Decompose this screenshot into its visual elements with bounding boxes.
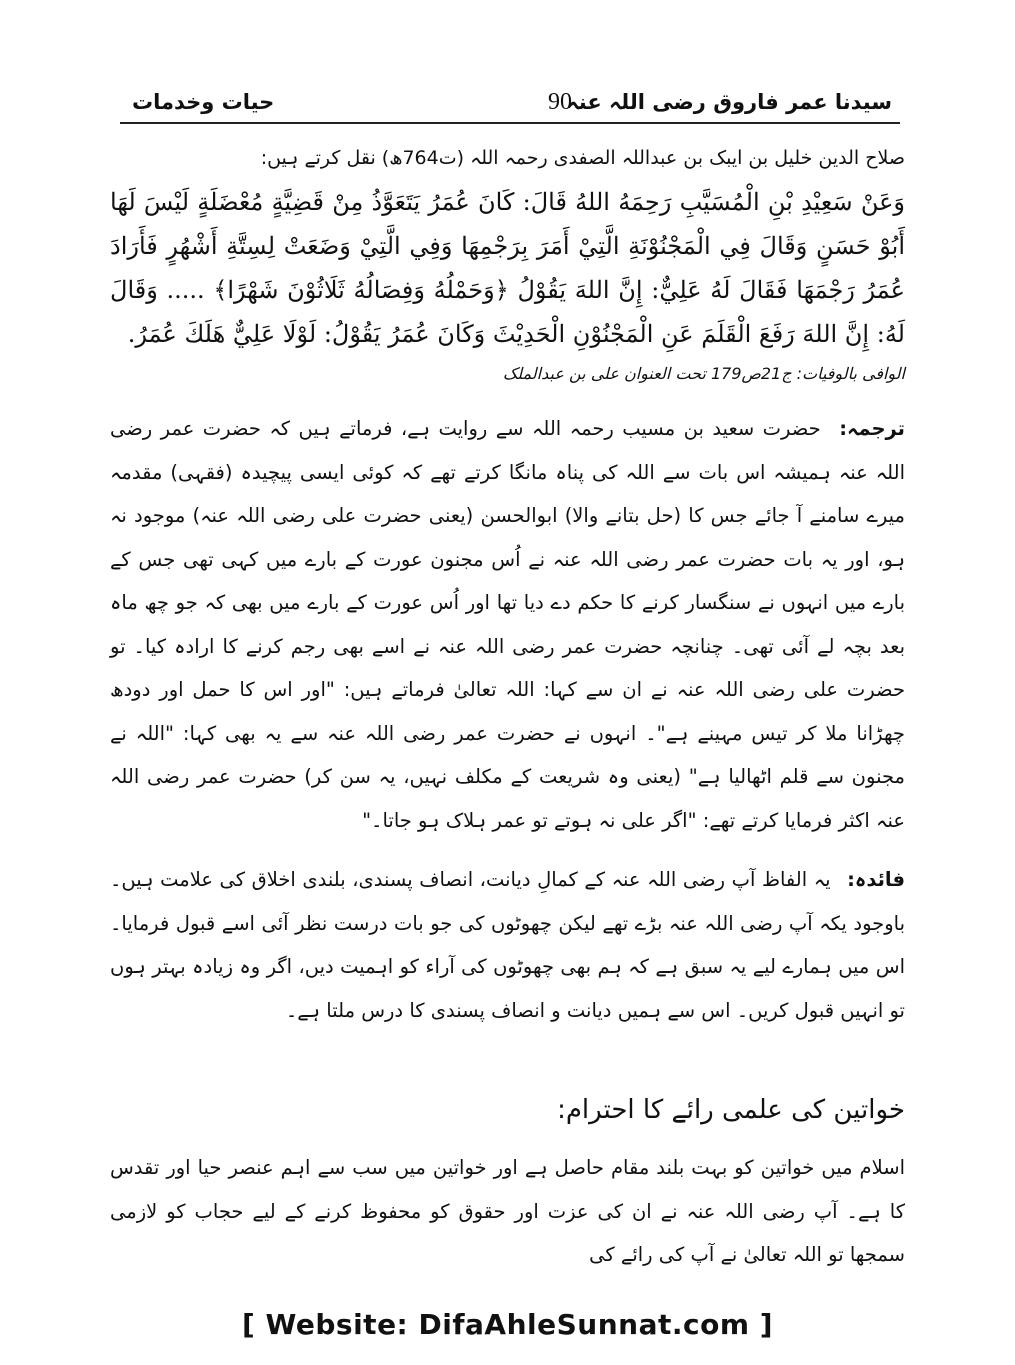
- section-heading: خواتین کی علمی رائے کا احترام:: [557, 1095, 905, 1125]
- section-paragraph: اسلام میں خواتین کو بہت بلند مقام حاصل ہے اور خواتین میں سب سے اہم عنصر حیا اور تقدس کا ہے۔ آپ رضی اللہ عنہ نے ان کی عزت اور حقوق کو محفوظ کرنے کے لیے حجاب کو لازمی سمجھا تو اللہ تعالیٰ نے آپ کی رائے کی: [110, 1156, 905, 1266]
- page-number: 90: [548, 89, 572, 115]
- intro-line: صلاح الدین خلیل بن ایبک بن عبداللہ الصفدی رحمہ اللہ (ت764ھ) نقل کرتے ہیں:: [260, 147, 905, 169]
- header-chapter-title: سیدنا عمر فاروق رضی اللہ عنہ: [566, 90, 892, 114]
- benefit-label: فائدہ:: [847, 868, 906, 891]
- source-reference: الوافی بالوفیات: ج21ص179 تحت العنوان علی بن عبدالملک: [502, 364, 905, 383]
- page-header: [120, 78, 900, 124]
- translation-label: ترجمہ:: [839, 417, 905, 440]
- website-footer: [ Website: DifaAhleSunnat.com ]: [241, 1308, 774, 1341]
- benefit-text: یہ الفاظ آپ رضی اللہ عنہ کے کمالِ دیانت، انصاف پسندی، بلندی اخلاق کی علامت ہیں۔ باوجود یکہ آپ رضی اللہ عنہ بڑے تھے لیکن چھوٹوں کی جو بات درست نظر آئی اسے قبول فرمایا۔ اس میں ہمارے لیے یہ سبق ہے کہ ہم بھی چھوٹوں کی آراء کو اہمیت دیں، اگر وہ زیادہ بہتر ہوں تو انہیں قبول کریں۔ اس سے ہمیں دیانت و انصاف پسندی کا درس ملتا ہے۔: [110, 868, 905, 1022]
- translation-paragraph: [110, 407, 905, 842]
- header-book-title: حیات وخدمات: [132, 90, 275, 114]
- benefit-paragraph: [110, 858, 905, 1032]
- translation-text: حضرت سعید بن مسیب رحمہ اللہ سے روایت ہے، فرماتے ہیں کہ حضرت عمر رضی اللہ عنہ ہمیشہ اس بات سے اللہ کی پناہ مانگا کرتے تھے کہ کوئی ایسی پیچیدہ (فقہی) مقدمہ میرے سامنے آ جائے جس کا (حل بتانے والا) ابوالحسن (یعنی حضرت علی رضی اللہ عنہ) موجود نہ ہو، اور یہ بات حضرت عمر رضی اللہ عنہ نے اُس مجنون عورت کے بارے میں کہی تھی جس کے بارے میں انہوں نے سنگسار کرنے کا حکم دے دیا تھا اور اُس عورت کے بارے میں بھی کہ جو چھ ماہ بعد بچہ لے آئی تھی۔ چنانچہ حضرت عمر رضی اللہ عنہ نے اسے بھی رجم کرنے کا ارادہ کیا۔ تو حضرت علی رضی اللہ عنہ نے ان سے کہا: اللہ تعالیٰ فرماتے ہیں: "اور اس کا حمل اور دودھ چھڑانا ملا کر تیس مہینے ہے"۔ انہوں نے حضرت عمر رضی اللہ عنہ سے یہ بھی کہا: "اللہ نے مجنون سے قلم اٹھالیا ہے" (یعنی وہ شریعت کے مکلف نہیں، یہ سن کر) حضرت عمر رضی اللہ عنہ اکثر فرمایا کرتے تھے: "اگر علی نہ ہوتے تو عمر ہلاک ہو جاتا۔": [110, 417, 905, 832]
- arabic-quote: وَعَنْ سَعِيْدِ بْنِ الْمُسَيَّبِ رَحِمَهُ اللهُ قَالَ: كَانَ عُمَرُ يَتَعَوَّذُ مِنْ قَضِيَّةٍ مُعْضَلَةٍ لَيْسَ لَهَا أَبُوْ حَسَنٍ وَقَالَ فِي الْمَجْنُوْنَةِ الَّتِيْ أَمَرَ بِرَجْمِهَا وَفِي الَّتِيْ وَضَعَتْ لِسِتَّةِ أَشْهُرٍ فَأَرَادَ عُمَرُ رَجْمَهَا فَقَالَ لَهُ عَلِيٌّ: إِنَّ اللهَ يَقُوْلُ ﴿وَحَمْلُهُ وَفِصَالُهُ ثَلَاثُوْنَ شَهْرًا﴾ ..... وَقَالَ لَهُ: إِنَّ اللهَ رَفَعَ الْقَلَمَ عَنِ الْمَجْنُوْنِ الْحَدِيْثَ وَكَانَ عُمَرُ يَقُوْلُ: لَوْلَا عَلِيٌّ هَلَكَ عُمَرُ.: [110, 188, 905, 348]
